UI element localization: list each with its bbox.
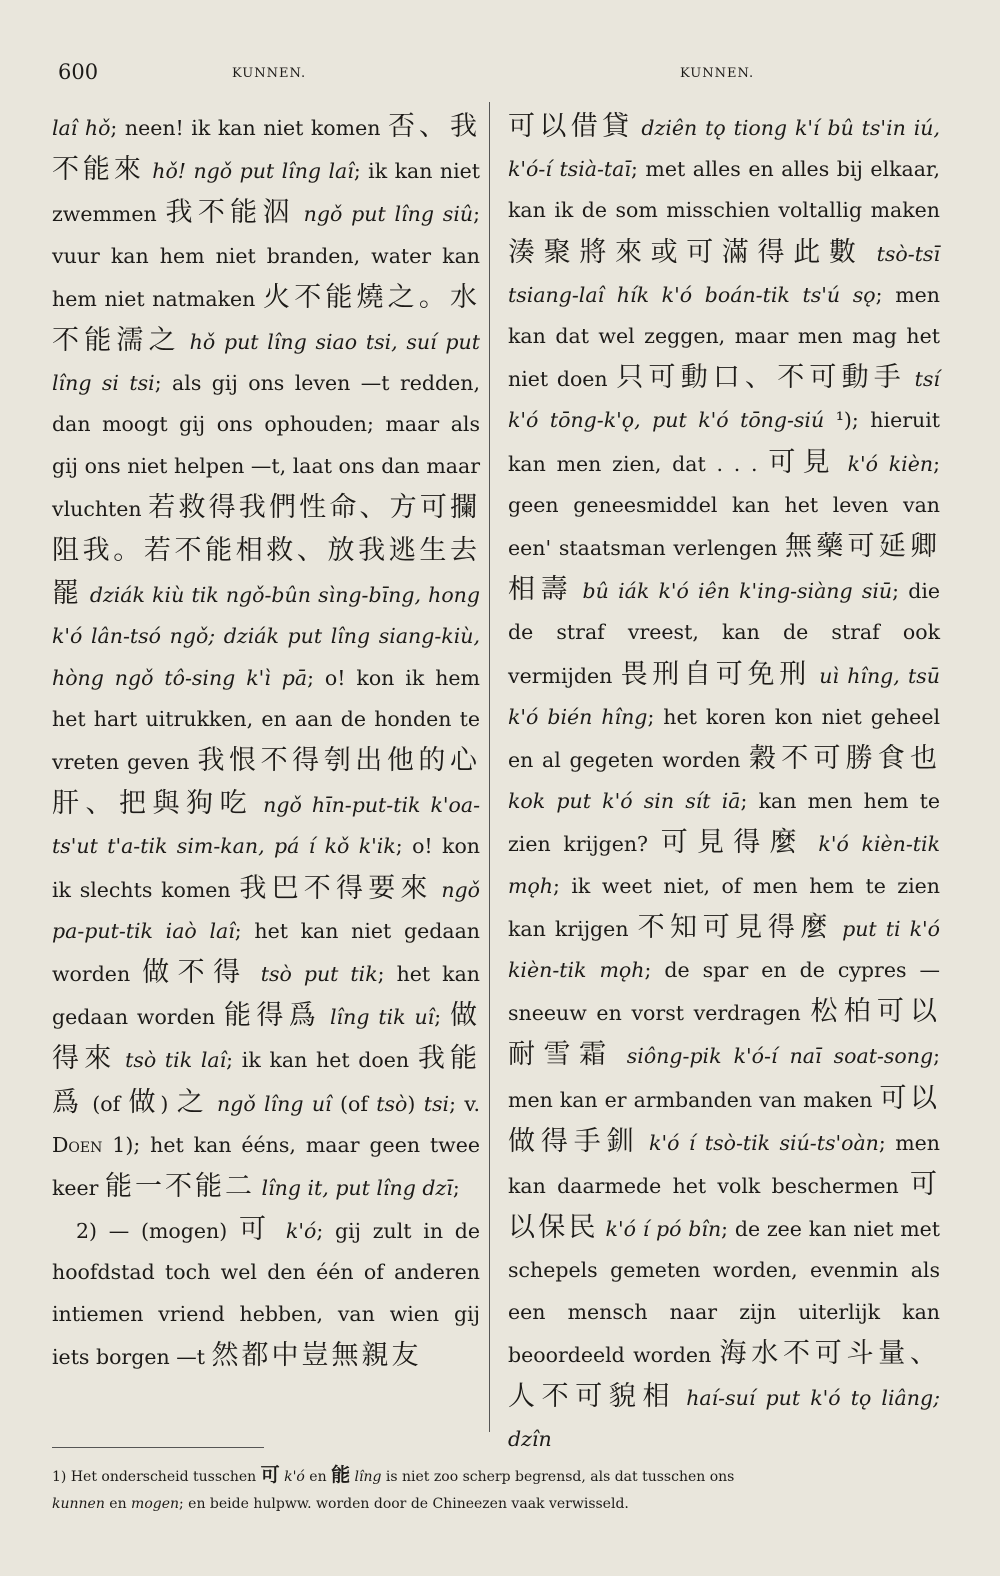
hanzi: 可見 bbox=[768, 446, 837, 478]
text-segment: ; het kan niet gedaan worden bbox=[52, 918, 480, 987]
hanzi: 無藥可延卿相壽 bbox=[508, 531, 940, 606]
romanization: kok put k'ó sin sít iā bbox=[508, 789, 741, 814]
text-segment: ; o! kon ik hem het hart uitrukken, en aan de honden te vreten geven bbox=[52, 665, 480, 775]
hanzi: 可見得麼 bbox=[660, 827, 806, 859]
romanization: laî hǒ bbox=[52, 116, 111, 140]
text-segment: ; de zee kan niet met schepels gemeten worden, evenmin als een mensch naar zijn uiterlijk kan beoordeeld worden bbox=[508, 1217, 941, 1367]
text-segment: ; als gij ons leven —t redden, dan moogt gij ons ophouden; maar als gij ons niet helpen —t, laat ons dan maar vluchten bbox=[52, 371, 480, 521]
hanzi: 我巴不得要來 bbox=[239, 872, 433, 904]
text-segment: ¹); hieruit kan men zien, dat . . . bbox=[508, 408, 940, 476]
romanization: k'ó kièn bbox=[836, 451, 934, 476]
text-segment: ) bbox=[160, 1091, 177, 1116]
text-segment: 1); het kan ééns, maar geen twee keer bbox=[52, 1132, 480, 1201]
text-segment: ; met alles en alles bij elkaar, kan ik de som misschien voltallig maken bbox=[508, 157, 940, 223]
romanization: lîng tik uî bbox=[321, 1005, 435, 1030]
hanzi: 我恨不得刳出他的心肝、把與狗吃 bbox=[52, 745, 480, 820]
romanization: tsò put tik bbox=[248, 962, 378, 987]
text-segment: ; die de straf vreest, kan de straf ook vermijden bbox=[508, 579, 941, 688]
text-segment: ; geen geneesmiddel kan het leven van een' staatsman verlengen bbox=[508, 451, 940, 561]
romanization: bû iák k'ó iên k'ing-siàng siū bbox=[573, 579, 893, 604]
text-segment: ; vuur kan hem niet branden, water kan hem niet natmaken bbox=[52, 202, 480, 311]
left-column bbox=[52, 106, 480, 1378]
romanization: lîng it, put lîng dzī bbox=[255, 1176, 453, 1201]
romanization: k'ó í pó bîn bbox=[598, 1217, 722, 1242]
hanzi: 做得來 bbox=[52, 1000, 481, 1075]
text-segment: ; gij zult in de hoofdstad toch wel den één of anderen intiemen vriend hebben, van wien gij iets borgen —t bbox=[52, 1219, 481, 1369]
text-segment: ; kan men hem te zien krijgen? bbox=[508, 789, 940, 857]
hanzi: 火不能燒之。水不能濡之 bbox=[52, 281, 480, 357]
romanization: hǒ put lîng siao tsi, suí put lîng si tsi bbox=[52, 330, 480, 396]
text-segment: ; de spar en de cypres — sneeuw en vorst verdragen bbox=[508, 958, 940, 1026]
footnote-text: 1) Het onderscheid tusschen bbox=[52, 1469, 261, 1485]
text-segment: ; ik kan het doen bbox=[226, 1048, 418, 1073]
hanzi: 湊聚將來或可滿得此數 bbox=[508, 236, 865, 268]
romanization: k'ó bbox=[274, 1219, 317, 1244]
hanzi: 可以借貸 bbox=[508, 111, 634, 142]
text-segment: ; men kan dat wel zeggen, maar men mag het niet doen bbox=[508, 282, 940, 392]
romanization: k'ó kièn-tik mǫh bbox=[508, 832, 941, 898]
hanzi: 若救得我們性命、方可攔阻我。若不能相救、放我逃生去罷 bbox=[52, 491, 481, 610]
hanzi: 否、我不能來 bbox=[52, 111, 480, 186]
footnote-text: en bbox=[104, 1496, 132, 1512]
text-segment: ; het koren kon niet geheel en al gegeten worden bbox=[508, 704, 941, 773]
footnote-romanization: k'ó bbox=[279, 1469, 305, 1485]
hanzi: 做不得 bbox=[142, 957, 249, 989]
text-segment: ; o! kon ik slechts komen bbox=[52, 834, 480, 902]
footnote bbox=[52, 1462, 940, 1518]
page-header bbox=[0, 58, 1000, 88]
footnote-hanzi: 可 bbox=[260, 1464, 280, 1486]
footnote-italic: mogen bbox=[131, 1496, 180, 1512]
romanization: ngǒ hīn-put-tik k'oa-ts'ut t'a-tik sim-kan, pá í kǒ k'ik bbox=[52, 793, 480, 859]
footnote-italic: kunnen bbox=[52, 1496, 105, 1512]
hanzi: 能一不能二 bbox=[105, 1171, 256, 1203]
footnote-text: ; en beide hulpww. worden door de Chineezen vaak verwisseld. bbox=[179, 1496, 629, 1512]
right-column bbox=[508, 106, 940, 1461]
romanization: siông-pik k'ó-í naī soat-song bbox=[614, 1044, 934, 1069]
hanzi: 松柏可以耐雪霜 bbox=[508, 996, 941, 1071]
text-segment: 2) — (mogen) bbox=[76, 1219, 239, 1244]
hanzi: 可以做得手釧 bbox=[508, 1082, 940, 1157]
small-caps-ref: Doen bbox=[52, 1132, 103, 1157]
footnote-line-2 bbox=[52, 1491, 940, 1518]
hanzi: 我不能泅 bbox=[165, 197, 295, 229]
hanzi: 不知可見得麼 bbox=[637, 911, 833, 943]
romanization: tsò bbox=[376, 1091, 408, 1116]
text-segment: ; v. bbox=[449, 1091, 481, 1116]
running-head-right: KUNNEN. bbox=[680, 66, 755, 81]
hanzi: 海水不可斗量、人不可貌相 bbox=[508, 1337, 941, 1413]
hanzi: 能得爲 bbox=[223, 1000, 322, 1032]
romanization: k'ó í tsò-tik siú-ts'oàn bbox=[639, 1130, 879, 1155]
romanization: tsí k'ó tōng-k'ǫ, put k'ó tōng-siú bbox=[508, 367, 940, 433]
hanzi: 之 bbox=[176, 1086, 209, 1118]
hanzi: 可 bbox=[238, 1214, 275, 1246]
text-segment: ; ik kan niet zwemmen bbox=[52, 159, 481, 227]
running-head-left: KUNNEN. bbox=[232, 66, 307, 81]
text-segment: ; het kan gedaan worden bbox=[52, 962, 481, 1030]
text-segment: ) bbox=[407, 1091, 424, 1116]
text-segment: ; ik weet niet, of men hem te zien kan krijgen bbox=[508, 873, 940, 941]
footnote-rule bbox=[52, 1447, 264, 1448]
hanzi: 穀不可勝食也 bbox=[749, 743, 940, 775]
text-segment: ; men kan er armbanden van maken bbox=[508, 1044, 940, 1112]
hanzi: 只可動口、不可動手 bbox=[616, 362, 906, 394]
hanzi: 畏刑自可免刑 bbox=[620, 658, 811, 690]
hanzi: 我能爲 bbox=[52, 1043, 481, 1118]
romanization: ngǒ lîng uî bbox=[208, 1091, 332, 1116]
romanization: ngǒ pa-put-tik iaò laî bbox=[52, 877, 481, 943]
text-segment: ; bbox=[434, 1005, 451, 1030]
text-segment: (of bbox=[331, 1091, 377, 1116]
footnote-text: is niet zoo scherp begrensd, als dat tusschen ons bbox=[381, 1469, 735, 1485]
page-number: 600 bbox=[58, 60, 99, 84]
footnote-text: en bbox=[304, 1469, 332, 1485]
romanization: tsò-tsī tsiang-laî hík k'ó boán-tik ts'ú sǫ bbox=[508, 241, 941, 307]
romanization: dziên tǫ tiong k'í bû ts'in iú, k'ó-í tsià-taī bbox=[508, 116, 941, 182]
romanization: hǒ! ngǒ put lîng laî bbox=[144, 159, 354, 184]
text-segment: ; men kan daarmede het volk beschermen bbox=[508, 1130, 940, 1199]
text-segment: ; neen! ik kan niet komen bbox=[110, 116, 388, 140]
hanzi: 然都中豈無親友 bbox=[211, 1339, 422, 1371]
text-segment: ; bbox=[452, 1176, 460, 1201]
romanization: ngǒ put lîng siû bbox=[294, 202, 474, 227]
romanization: uì hîng, tsū k'ó bién hîng bbox=[508, 663, 941, 729]
column-divider bbox=[489, 102, 490, 1432]
romanization: put ti k'ó kièn-tik mǫh bbox=[508, 916, 940, 983]
text-segment: (of bbox=[83, 1091, 129, 1116]
romanization: tsò tik laî bbox=[116, 1048, 227, 1073]
hanzi: 做 bbox=[128, 1086, 161, 1118]
romanization: haí-suí put k'ó tǫ liâng; dzîn bbox=[508, 1386, 940, 1452]
romanization: tsi bbox=[423, 1091, 450, 1116]
footnote-romanization: lîng bbox=[350, 1469, 382, 1485]
romanization: dziák kiù tik ngǒ-bûn sìng-bīng, hong k'ó lân-tsó ngǒ; dziák put lîng siang-kiù, hòng ngǒ tô-sing k'ì pā bbox=[52, 583, 481, 690]
hanzi: 可以保民 bbox=[508, 1169, 940, 1244]
footnote-hanzi: 能 bbox=[331, 1464, 351, 1486]
